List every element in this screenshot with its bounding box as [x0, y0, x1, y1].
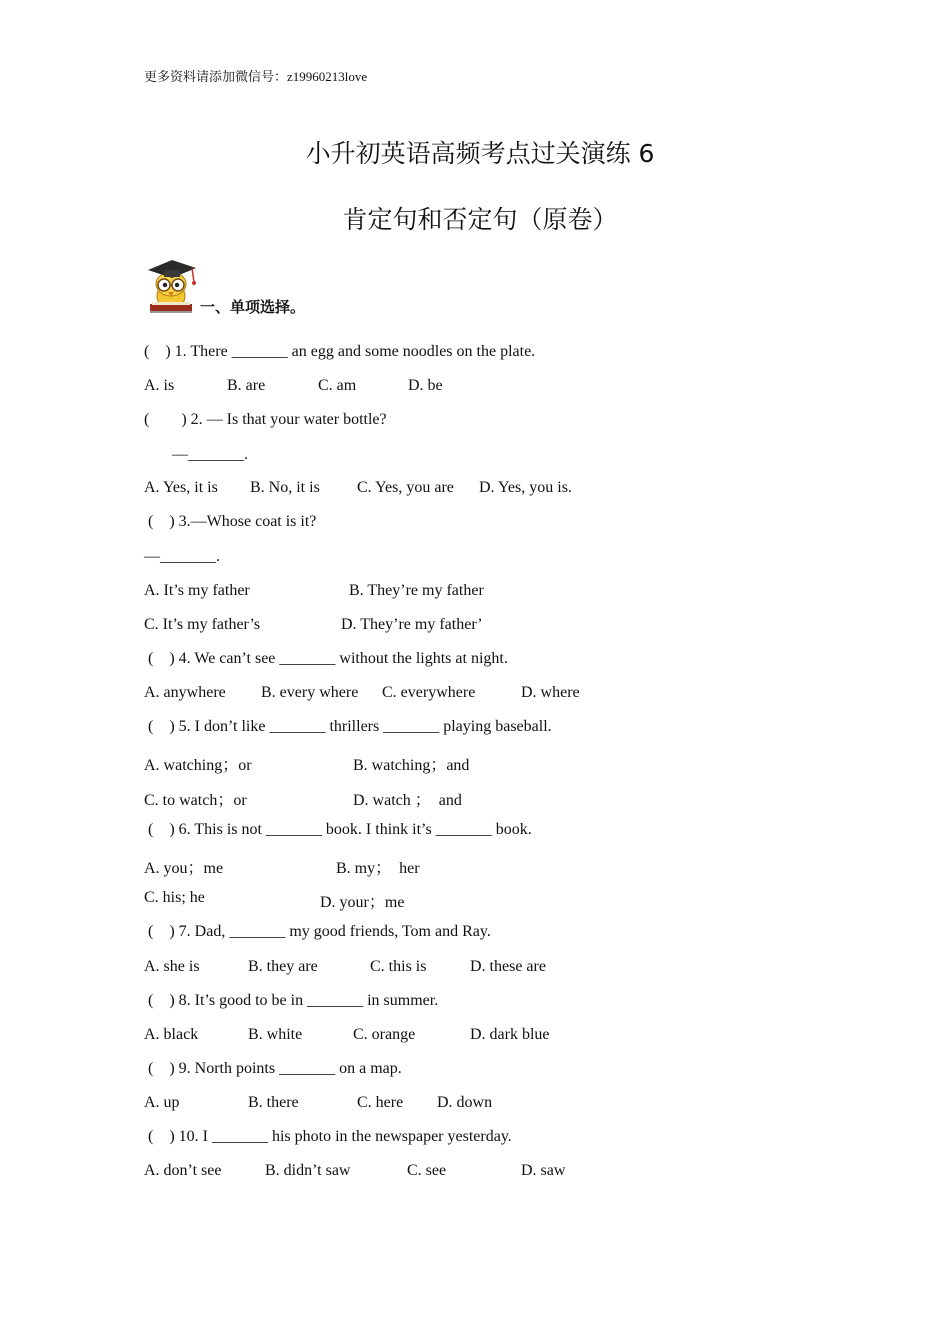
option-b: B. didn’t saw [265, 1162, 351, 1179]
question-stem: ( ) 4. We can’t see _______ without the lights at night. [144, 650, 508, 667]
option-a: A. is [144, 377, 175, 394]
question-reply: —_______. [144, 548, 220, 565]
option-a: A. It’s my father [144, 582, 250, 599]
question-stem: ( ) 3.—Whose coat is it? [144, 513, 317, 530]
option-b: B. my； her [336, 860, 420, 877]
option-a: A. black [144, 1026, 199, 1043]
question-stem: ( ) 1. There _______ an egg and some noodles on the plate. [144, 343, 536, 360]
section-heading: 一、单项选择。 [200, 298, 306, 316]
option-d: D. down [437, 1094, 493, 1111]
option-d: D. Yes, you is. [479, 479, 572, 496]
option-a: A. anywhere [144, 684, 226, 701]
option-a: A. up [144, 1094, 180, 1111]
option-c: C. am [318, 377, 357, 394]
option-c: C. everywhere [382, 684, 476, 701]
option-c: C. this is [370, 958, 427, 975]
option-b: B. they are [248, 958, 318, 975]
option-d: D. these are [470, 958, 546, 975]
option-c: C. his; he [144, 889, 205, 906]
question-stem: ( ) 9. North points _______ on a map. [144, 1060, 402, 1077]
scholar-mascot-icon [144, 256, 200, 314]
question-stem: ( ) 8. It’s good to be in _______ in summer. [144, 992, 439, 1009]
option-d: D. dark blue [470, 1026, 550, 1043]
option-b: B. white [248, 1026, 303, 1043]
page-title: 小升初英语高频考点过关演练 6 [305, 139, 655, 168]
question-reply: —_______. [172, 446, 248, 463]
option-b: B. They’re my father [349, 582, 484, 599]
option-a: A. Yes, it is [144, 479, 218, 496]
header-note: 更多资料请添加微信号：z19960213love [144, 69, 368, 84]
option-d: D. be [408, 377, 443, 394]
option-b: B. watching；and [353, 757, 470, 774]
option-c: C. It’s my father’s [144, 616, 261, 633]
question-stem: ( ) 7. Dad, _______ my good friends, Tom and Ray. [144, 923, 491, 940]
option-c: C. here [357, 1094, 404, 1111]
option-d: D. your；me [320, 894, 405, 911]
option-c: C. to watch；or [144, 792, 247, 809]
option-d: D. where [521, 684, 580, 701]
option-b: B. are [227, 377, 266, 394]
page-subtitle: 肯定句和否定句（原卷） [342, 205, 618, 234]
option-d: D. They’re my father’ [341, 616, 483, 633]
option-a: A. you；me [144, 860, 224, 877]
option-d: D. watch ； and [353, 792, 462, 809]
question-stem: ( ) 2. — Is that your water bottle? [144, 411, 387, 428]
option-a: A. watching；or [144, 757, 252, 774]
option-b: B. No, it is [250, 479, 320, 496]
option-a: A. she is [144, 958, 200, 975]
question-stem: ( ) 5. I don’t like _______ thrillers _______ playing baseball. [144, 718, 552, 735]
option-d: D. saw [521, 1162, 566, 1179]
option-b: B. every where [261, 684, 359, 701]
question-stem: ( ) 10. I _______ his photo in the newspaper yesterday. [144, 1128, 512, 1145]
question-stem: ( ) 6. This is not _______ book. I think it’s _______ book. [144, 821, 532, 838]
option-c: C. see [407, 1162, 447, 1179]
option-c: C. orange [353, 1026, 416, 1043]
option-c: C. Yes, you are [357, 479, 454, 496]
option-a: A. don’t see [144, 1162, 222, 1179]
option-b: B. there [248, 1094, 299, 1111]
